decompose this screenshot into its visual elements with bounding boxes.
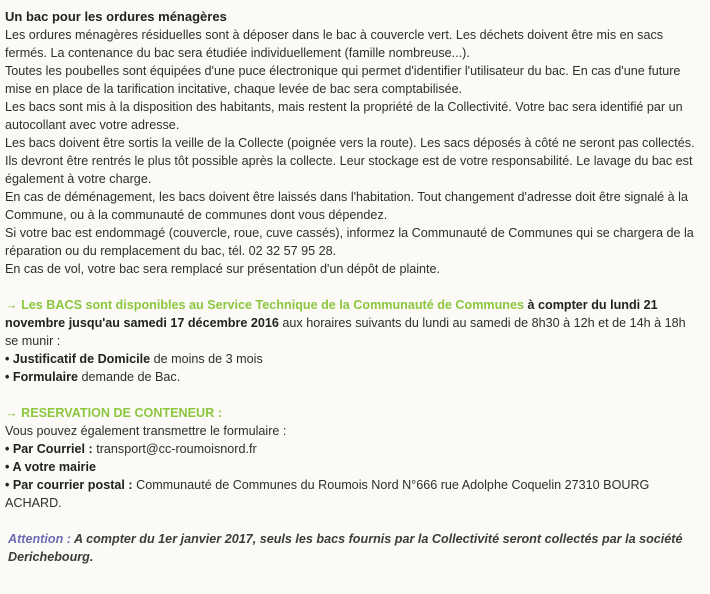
- intro-paragraph: Les ordures ménagères résiduelles sont à déposer dans le bac à couvercle vert. Les déchets doivent être mis en sacs fermés. La contenance du bac sera étudiée individuellement (famille nombreuse...).: [5, 28, 664, 60]
- list-item: • Par courrier postal : Communauté de Communes du Roumois Nord N°666 rue Adolphe Coquelin 27310 BOURG ACHARD.: [5, 478, 650, 510]
- list-item: • A votre mairie: [5, 460, 96, 474]
- availability-dates: à compter du lundi 21 novembre jusqu'au samedi 17 décembre 2016: [5, 298, 658, 330]
- availability-highlight: → Les BACS sont disponibles au Service Technique de la Communauté de Communes: [5, 298, 525, 312]
- attention-note: [5, 530, 700, 566]
- reservation-heading: → RESERVATION DE CONTENEUR :: [5, 406, 222, 420]
- intro-paragraph: Si votre bac est endommagé (couvercle, roue, cuve cassés), informez la Communauté de Communes qui se chargera de la réparation ou du remplacement du bac, tél. 02 32 57 95 28.: [5, 226, 694, 258]
- list-item: • Par Courriel : transport@cc-roumoisnord.fr: [5, 442, 257, 456]
- intro-paragraph: Les bacs sont mis à la disposition des habitants, mais restent la propriété de la Collectivité. Votre bac sera identifié par un autocollant avec votre adresse.: [5, 100, 683, 132]
- attention-text: A compter du 1er janvier 2017, seuls les bacs fournis par la Collectivité seront collectés par la société Derichebourg.: [8, 532, 683, 564]
- intro-paragraph: Les bacs doivent être sortis la veille de la Collecte (poignée vers la route). Les sacs déposés à côté ne seront pas collectés.: [5, 136, 695, 150]
- page-title: Un bac pour les ordures ménagères: [5, 9, 227, 24]
- intro-paragraph: En cas de vol, votre bac sera remplacé sur présentation d'un dépôt de plainte.: [5, 262, 441, 276]
- list-item: • Justificatif de Domicile de moins de 3 mois: [5, 352, 263, 366]
- availability-paragraph: [5, 296, 700, 350]
- email-link[interactable]: transport@cc-roumoisnord.fr: [92, 442, 257, 456]
- availability-hours: aux horaires suivants du lundi au samedi de 8h30 à 12h et de 14h à 18h se munir :: [5, 316, 686, 348]
- intro-paragraph: Toutes les poubelles sont équipées d'une puce électronique qui permet d'identifier l'utilisateur du bac. En cas d'une future mise en place de la tarification incitative, chaque levée de bac sera comptabilisée.: [5, 64, 681, 96]
- intro-paragraph: En cas de déménagement, les bacs doivent être laissés dans l'habitation. Tout changement d'adresse doit être signalé à la Commune, ou à la communauté de communes dont vous dépendez.: [5, 190, 688, 222]
- reservation-intro: Vous pouvez également transmettre le formulaire :: [5, 424, 287, 438]
- intro-paragraph: Ils devront être rentrés le plus tôt possible après la collecte. Leur stockage est de votre responsabilité. Le lavage du bac est également à votre charge.: [5, 154, 693, 186]
- list-item: • Formulaire demande de Bac.: [5, 370, 181, 384]
- attention-label: Attention :: [8, 532, 71, 546]
